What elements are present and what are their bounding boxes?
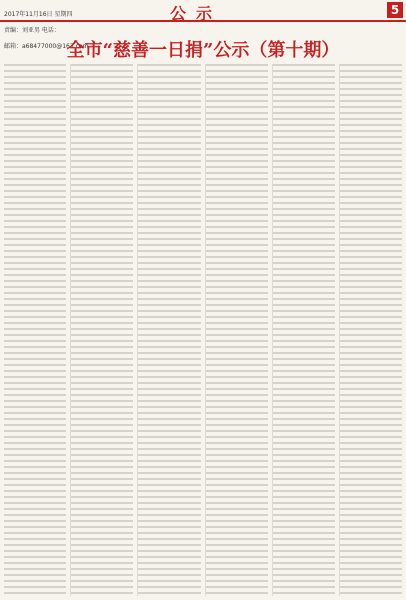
- text-columns: [4, 64, 402, 596]
- text-column-5: [272, 64, 335, 596]
- page-title: 全市“慈善一日捐”公示（第十期）: [66, 40, 340, 61]
- text-column-3: [137, 64, 200, 596]
- page-header: [0, 0, 406, 50]
- page-number-badge: 5: [387, 2, 403, 18]
- text-column-2: [70, 64, 133, 596]
- masthead-title: 公示: [170, 4, 223, 23]
- text-column-1: [4, 64, 66, 596]
- text-column-4: [205, 64, 268, 596]
- text-column-6: [339, 64, 402, 596]
- header-meta-line: 2017年11月16日 星期四: [4, 11, 73, 18]
- header-meta-line: 责编：刘亚男 电话：: [4, 27, 60, 34]
- header-meta-line: 邮箱：a68477000@163.com: [4, 43, 89, 50]
